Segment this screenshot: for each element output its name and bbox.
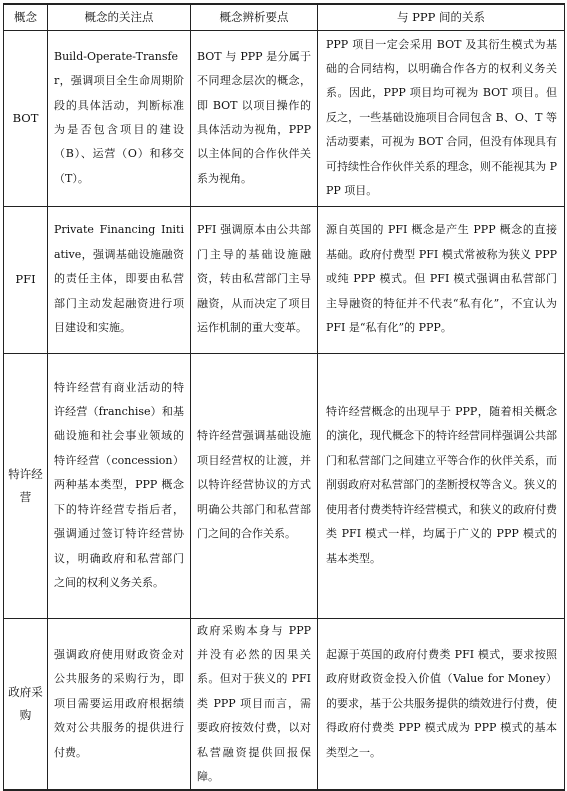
table-body bbox=[4, 30, 565, 790]
table-header bbox=[4, 4, 565, 30]
row-focus: Build-Operate-Transfer，强调项目全生命周期阶段的具体活动，判断标准为是否包含项目的建设（B）、运营（O）和移交（T）。 bbox=[48, 30, 191, 206]
header-concept: 概念 bbox=[4, 4, 48, 30]
table-row bbox=[4, 30, 565, 206]
row-relation: PPP 项目一定会采用 BOT 及其衍生模式为基础的合同结构，以明确合作各方的权利义务关系。因此，PPP 项目均可视为 BOT 项目。但反之，一些基础设施项目合同包含 B、O、T 等活动要素，可视为 BOT 合同，但没有体现具有可持续性合作伙伴关系的理念，则不能视其为 PPP 项目。 bbox=[318, 30, 565, 206]
row-term: BOT bbox=[4, 30, 48, 206]
row-relation: 源自英国的 PFI 概念是产生 PPP 概念的直接基础。政府付费型 PFI 模式常被称为狭义 PPP 或纯 PPP 模式。但 PFI 模式强调由私营部门主导融资的特征并不代表“私有化”，不宜认为 PFI 是“私有化”的 PPP。 bbox=[318, 206, 565, 353]
header-relation: 与 PPP 间的关系 bbox=[318, 4, 565, 30]
row-term: 特许经营 bbox=[4, 353, 48, 618]
row-relation: 特许经营概念的出现早于 PPP，随着相关概念的演化，现代概念下的特许经营同样强调公共部门和私营部门之间建立平等合作的伙伴关系，而削弱政府对私营部门的垄断授权等含义。狭义的使用者付费类特许经营模式，和狭义的政府付费类 PFI 模式一样，均属于广义的 PPP 模式的基本类型。 bbox=[318, 353, 565, 618]
table-row bbox=[4, 353, 565, 618]
row-distinction: BOT 与 PPP 是分属于不同理念层次的概念，即 BOT 以项目操作的具体活动为视角，PPP 以主体间的合作伙伴关系为视角。 bbox=[191, 30, 318, 206]
document-page bbox=[3, 3, 565, 791]
row-focus: 强调政府使用财政资金对公共服务的采购行为，即项目需要运用政府根据绩效对公共服务的提供进行付费。 bbox=[48, 618, 191, 790]
row-distinction: PFI 强调原本由公共部门主导的基础设施融资，转由私营部门主导融资，从而决定了项目运作机制的重大变革。 bbox=[191, 206, 318, 353]
header-row bbox=[4, 4, 565, 30]
row-term: PFI bbox=[4, 206, 48, 353]
row-distinction: 特许经营强调基础设施项目经营权的让渡，并以特许经营协议的方式明确公共部门和私营部门之间的合作关系。 bbox=[191, 353, 318, 618]
row-term: 政府采购 bbox=[4, 618, 48, 790]
header-focus: 概念的关注点 bbox=[48, 4, 191, 30]
row-focus: 特许经营有商业活动的特许经营（franchise）和基础设施和社会事业领域的特许经营（concession）两种基本类型，PPP 概念下的特许经营专指后者，强调通过签订特许经营协议，明确政府和私营部门之间的权利义务关系。 bbox=[48, 353, 191, 618]
concept-comparison-table bbox=[3, 3, 565, 791]
row-distinction: 政府采购本身与 PPP 并没有必然的因果关系。但对于狭义的 PFI 类 PPP 项目而言，需要政府按效付费，以对私营融资提供回报保障。 bbox=[191, 618, 318, 790]
row-relation: 起源于英国的政府付费类 PFI 模式，要求按照政府财政资金投入价值（Value for Money）的要求，基于公共服务提供的绩效进行付费，使得政府付费类 PPP 模式成为 PPP 模式的基本类型之一。 bbox=[318, 618, 565, 790]
table-row bbox=[4, 618, 565, 790]
row-focus: Private Financing Initiative，强调基础设施融资的责任主体，即要由私营部门主动发起融资进行项目建设和实施。 bbox=[48, 206, 191, 353]
header-distinction: 概念辨析要点 bbox=[191, 4, 318, 30]
table-row bbox=[4, 206, 565, 353]
